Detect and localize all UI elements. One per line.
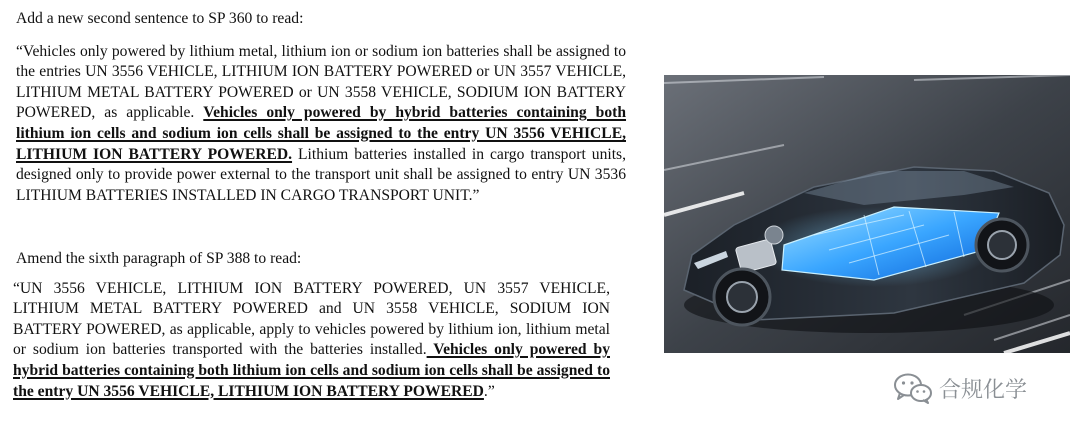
watermark [893,370,1027,406]
sp388-quote-end: .” [483,382,495,400]
wechat-icon [893,372,933,404]
sp388-instruction: Amend the sixth paragraph of SP 388 to read: [16,250,302,267]
sp388-section [13,246,610,412]
sp360-quote [16,42,626,207]
sp360-added-sentence: Vehicles only powered by hybrid batteries containing both lithium ion cells and sodium ion cells shall be assigned to the entry UN 3556 VEHICLE, LITHIUM ION BATTERY POWERED. [16,104,627,163]
sp360-quote-start: “Vehicles only powered by lithium metal, lithium ion or sodium ion batteries shall be assigned to the entries UN 3556 VEHICLE, LITHIUM ION BATTERY POWERED or UN 3557 VEHICLE, LITHIUM METAL BATTERY POWERED or UN 3558 VEHICLE, SODIUM ION BATTERY POWERED, as applicable. [16,42,626,122]
sp388-quote [13,279,610,403]
sp360-section [16,6,626,216]
sp360-quote-end: Lithium batteries installed in cargo transport units, designed only to provide power external to the transport unit shall be assigned to entry UN 3536 LITHIUM BATTERIES INSTALLED IN CARGO TRANSPORT UNIT.” [16,145,626,204]
sp360-instruction: Add a new second sentence to SP 360 to read: [16,10,304,27]
watermark-text: 合规化学 [939,377,1028,403]
sp388-quote-start: “UN 3556 VEHICLE, LITHIUM ION BATTERY POWERED, UN 3557 VEHICLE, LITHIUM METAL BATTERY POWERED and UN 3558 VEHICLE, SODIUM ION BATTERY POWERED, as applicable, apply to vehicles powered by lithium ion, lithium metal or sodium ion batteries transported with the batteries installed. [13,279,610,359]
ev-car-image [664,75,1070,353]
sp388-added-sentence: Vehicles only powered by hybrid batteries containing both lithium ion cells and sodium ion cells shall be assigned to the entry UN 3556 VEHICLE, LITHIUM ION BATTERY POWERED [13,341,610,400]
ev-battery-illustration [664,75,1070,353]
